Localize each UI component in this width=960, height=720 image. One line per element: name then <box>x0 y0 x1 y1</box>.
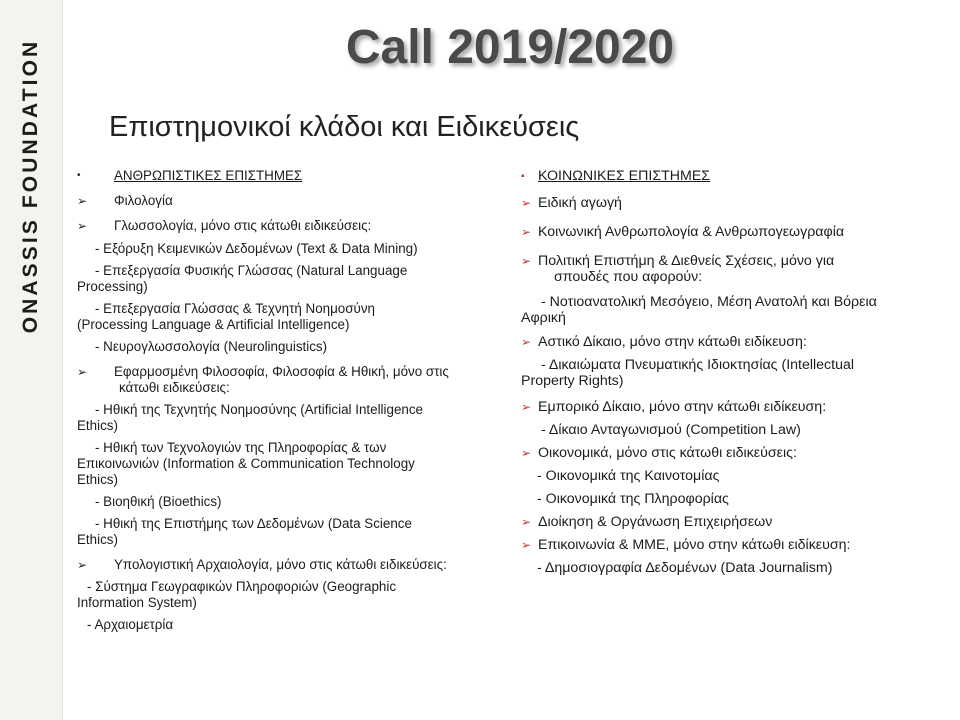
philology-item <box>77 193 487 209</box>
arrow-bullet-icon: ➢ <box>77 365 88 379</box>
linguistics-sub-2 <box>77 263 487 295</box>
media-sub-1: - Δημοσιογραφία Δεδομένων (Data Journalism) <box>537 560 833 576</box>
page-subtitle: Επιστημονικοί κλάδοι και Ειδικεύσεις <box>109 111 580 143</box>
humanities-heading-text: ΑΝΘΡΩΠΙΣΤΙΚΕΣ ΕΠΙΣΤΗΜΕΣ <box>114 168 303 183</box>
philosophy-text-line-2: κάτωθι ειδικεύσεις: <box>119 380 230 395</box>
arrow-bullet-icon: ➢ <box>521 335 532 349</box>
archaeology-item <box>77 557 487 573</box>
arrow-bullet-icon: ➢ <box>77 194 88 208</box>
arrow-bullet-icon: ➢ <box>521 538 532 552</box>
philosophy-sub-1-line-1: - Ηθική της Τεχνητής Νοημοσύνης (Artificial Intelligence <box>95 402 423 417</box>
civil-law-text: Αστικό Δίκαιο, μόνο στην κάτωθι ειδίκευση: <box>538 334 807 350</box>
linguistics-sub-3-line-2: (Processing Language & Artificial Intelligence) <box>77 317 350 332</box>
archaeology-sub-1-line-1: - Σύστημα Γεωγραφικών Πληροφοριών (Geographic <box>87 579 397 594</box>
philosophy-sub-2-line-3: Ethics) <box>77 472 118 487</box>
philosophy-sub-1-line-2: Ethics) <box>77 418 118 433</box>
economics-sub-1: - Οικονομικά της Καινοτομίας <box>537 468 720 484</box>
philosophy-sub-4-line-2: Ethics) <box>77 532 118 547</box>
philosophy-sub-2-line-1: - Ηθική των Τεχνολογιών της Πληροφορίας & των <box>95 440 387 455</box>
arrow-bullet-icon: ➢ <box>521 196 532 210</box>
philosophy-sub-1 <box>77 402 487 434</box>
linguistics-sub-3-line-1: - Επεξεργασία Γλώσσας & Τεχνητή Νοημοσύνη <box>95 301 375 316</box>
social-sciences-heading <box>521 168 931 184</box>
politics-item <box>521 253 931 285</box>
philosophy-sub-2-line-2: Επικοινωνιών (Information & Communication Technology <box>77 456 415 471</box>
special-education-text: Ειδική αγωγή <box>538 195 622 211</box>
arrow-bullet-icon: ➢ <box>521 400 532 414</box>
philosophy-sub-4 <box>77 516 487 548</box>
dot-bullet-icon: • <box>77 170 81 181</box>
philology-text: Φιλολογία <box>114 193 173 208</box>
linguistics-sub-1: - Εξόρυξη Κειμενικών Δεδομένων (Text & Data Mining) <box>95 241 418 256</box>
philosophy-sub-4-line-1: - Ηθική της Επιστήμης των Δεδομένων (Data Science <box>95 516 412 531</box>
commercial-law-item <box>521 399 931 415</box>
politics-sub-1-line-2: Αφρική <box>521 310 566 326</box>
media-text: Επικοινωνία & ΜΜΕ, μόνο στην κάτωθι ειδίκευση: <box>538 537 851 553</box>
anthropology-text: Κοινωνική Ανθρωπολογία & Ανθρωπογεωγραφία <box>538 224 845 240</box>
humanities-heading <box>77 168 487 184</box>
linguistics-sub-3 <box>77 301 487 333</box>
management-item <box>521 514 931 530</box>
foundation-brand: ONASSIS FOUNDATION <box>19 38 42 334</box>
archaeology-sub-1 <box>77 579 487 611</box>
management-text: Διοίκηση & Οργάνωση Επιχειρήσεων <box>538 514 773 530</box>
anthropology-item <box>521 224 931 240</box>
philosophy-sub-2 <box>77 440 487 488</box>
social-sciences-column <box>521 168 931 576</box>
economics-sub-2: - Οικονομικά της Πληροφορίας <box>537 491 729 507</box>
linguistics-text: Γλωσσολογία, μόνο στις κάτωθι ειδικεύσεις: <box>114 218 372 233</box>
linguistics-sub-4: - Νευρογλωσσολογία (Neurolinguistics) <box>95 339 328 354</box>
philosophy-item <box>77 364 487 396</box>
arrow-bullet-icon: ➢ <box>521 254 532 268</box>
economics-text: Οικονομικά, μόνο στις κάτωθι ειδικεύσεις: <box>538 445 797 461</box>
humanities-column <box>77 168 487 633</box>
arrow-bullet-icon: ➢ <box>77 558 88 572</box>
philosophy-sub-3: - Βιοηθική (Bioethics) <box>95 494 222 509</box>
politics-text-line-1: Πολιτική Επιστήμη & Διεθνείς Σχέσεις, μόνο για <box>538 253 835 269</box>
media-item <box>521 537 931 553</box>
economics-item <box>521 445 931 461</box>
page-title: Call 2019/2020 <box>345 21 675 74</box>
social-sciences-heading-text: ΚΟΙΝΩΝΙΚΕΣ ΕΠΙΣΤΗΜΕΣ <box>538 168 711 184</box>
archaeology-sub-2: - Αρχαιομετρία <box>87 617 174 632</box>
archaeology-text: Υπολογιστική Αρχαιολογία, μόνο στις κάτωθι ειδικεύσεις: <box>114 557 447 572</box>
politics-text-line-2: σπουδές που αφορούν: <box>554 269 703 285</box>
square-bullet-icon: ▪ <box>521 171 525 182</box>
linguistics-item <box>77 218 487 234</box>
commercial-law-sub-1: - Δίκαιο Ανταγωνισμού (Competition Law) <box>541 422 801 438</box>
arrow-bullet-icon: ➢ <box>521 446 532 460</box>
civil-law-sub-1-line-2: Property Rights) <box>521 373 624 389</box>
linguistics-sub-2-line-2: Processing) <box>77 279 148 294</box>
archaeology-sub-1-line-2: Information System) <box>77 595 197 610</box>
special-education-item <box>521 195 931 211</box>
commercial-law-text: Εμπορικό Δίκαιο, μόνο στην κάτωθι ειδίκευση: <box>538 399 827 415</box>
civil-law-sub-1 <box>521 357 931 389</box>
linguistics-sub-2-line-1: - Επεξεργασία Φυσικής Γλώσσας (Natural Language <box>95 263 408 278</box>
arrow-bullet-icon: ➢ <box>77 219 88 233</box>
civil-law-sub-1-line-1: - Δικαιώματα Πνευματικής Ιδιοκτησίας (Intellectual <box>541 357 855 373</box>
arrow-bullet-icon: ➢ <box>521 225 532 239</box>
sidebar <box>0 0 63 720</box>
civil-law-item <box>521 334 931 350</box>
philosophy-text-line-1: Εφαρμοσμένη Φιλοσοφία, Φιλοσοφία & Ηθική, μόνο στις <box>114 364 449 379</box>
politics-sub-1 <box>521 294 931 326</box>
politics-sub-1-line-1: - Νοτιοανατολική Μεσόγειο, Μέση Ανατολή και Βόρεια <box>541 294 877 310</box>
arrow-bullet-icon: ➢ <box>521 515 532 529</box>
